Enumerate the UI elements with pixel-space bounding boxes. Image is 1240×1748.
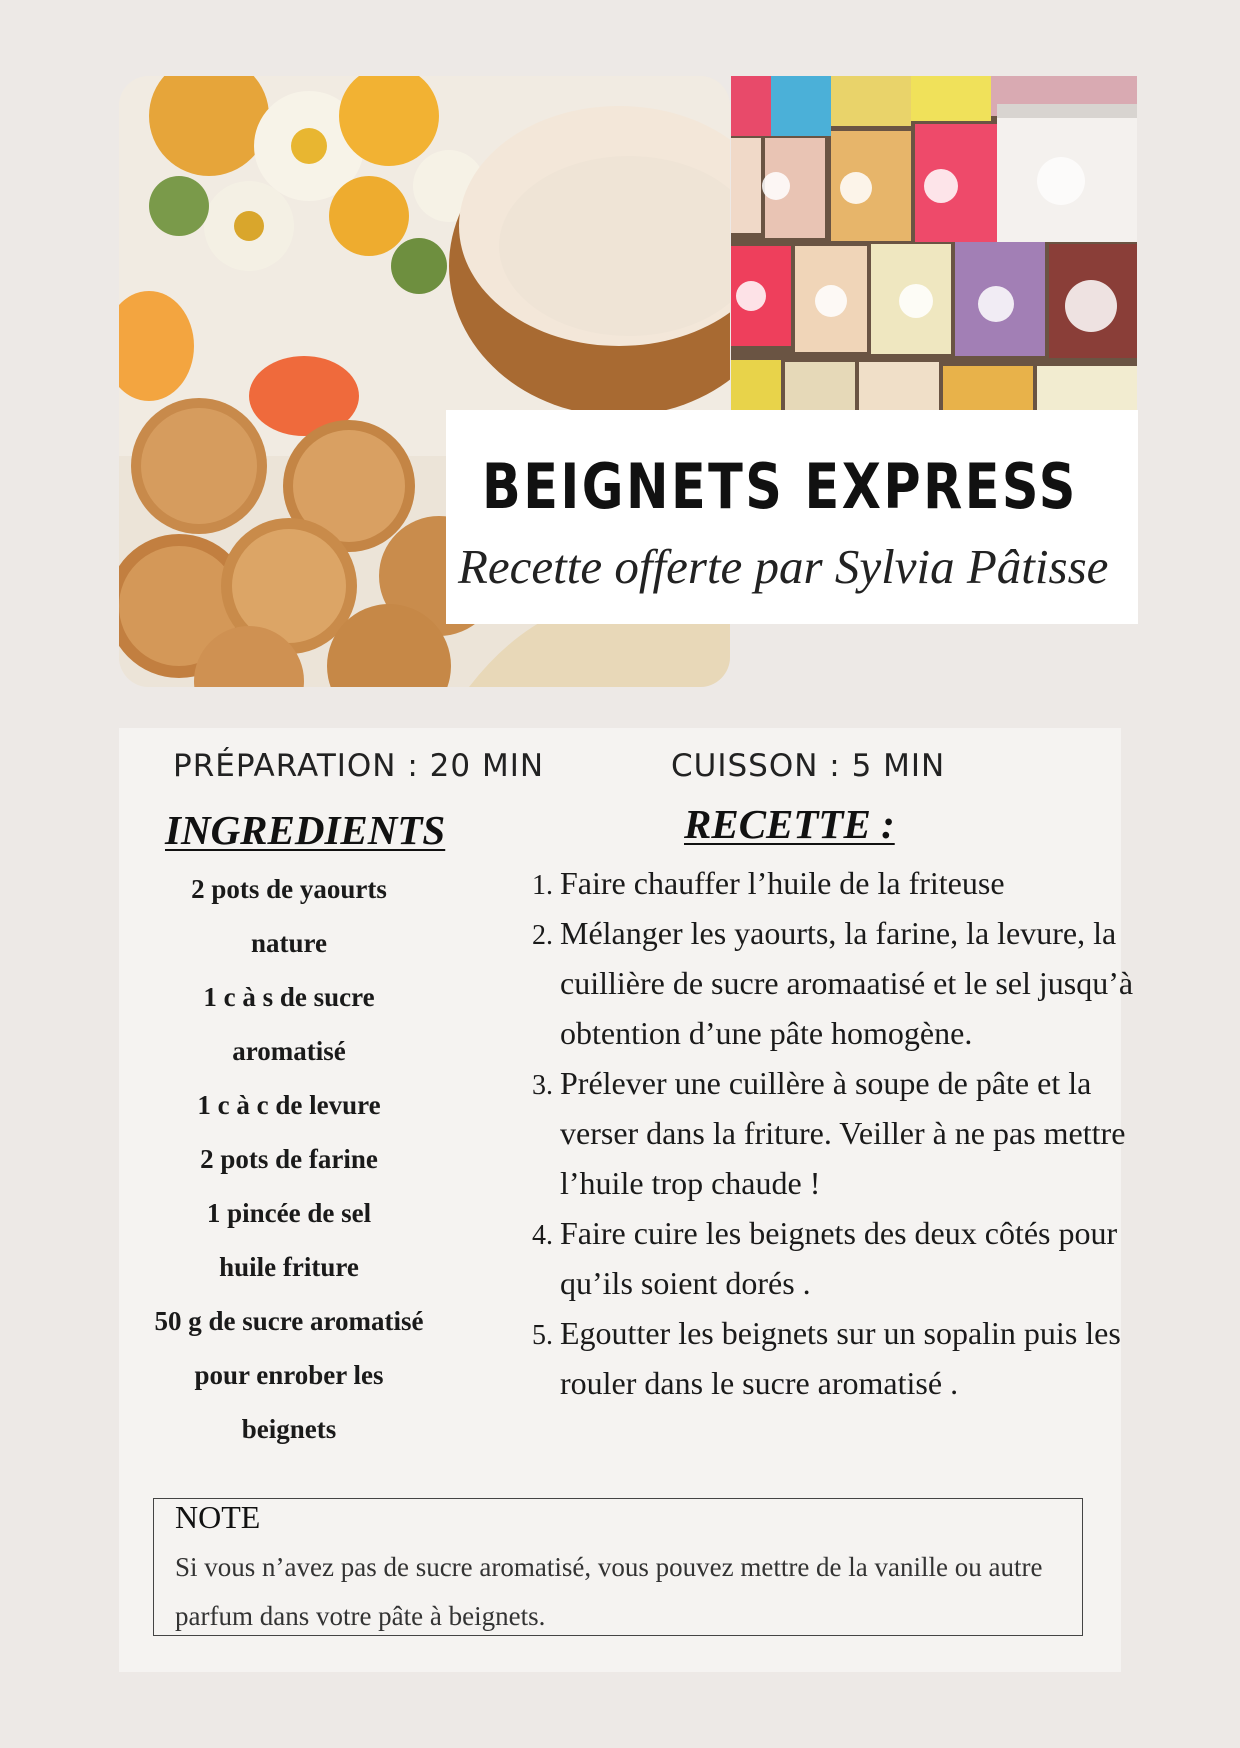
preparation-time: PRÉPARATION : 20 MIN bbox=[173, 748, 545, 784]
ingredient-line: huile friture bbox=[219, 1252, 359, 1282]
recipe-step: 2. Mélanger les yaourts, la farine, la levure, la cuillière de sucre aromaatisé et le sel jusqu’à obtention d’une pâte homogène. bbox=[560, 908, 1140, 1058]
recipe-title: BEIGNETS EXPRESS bbox=[482, 450, 1078, 523]
ingredient-line: 1 pincée de sel bbox=[206, 1198, 372, 1228]
sugar-jars-photo bbox=[731, 76, 1137, 410]
recipe-panel bbox=[119, 728, 1134, 1672]
recipe-heading: RECETTE : bbox=[684, 801, 895, 847]
recipe-steps bbox=[519, 858, 1140, 1408]
recipe-step: 5. Egoutter les beignets sur un sopalin puis les rouler dans le sucre aromatisé . bbox=[560, 1308, 1140, 1408]
ingredients-heading: INGREDIENTS bbox=[165, 807, 446, 853]
recipe-subtitle: Recette offerte par Sylvia Pâtisse bbox=[458, 539, 1109, 594]
ingredient-line: nature bbox=[250, 928, 327, 958]
note-box bbox=[153, 1498, 1083, 1636]
recipe-step: 3. Prélever une cuillère à soupe de pâte et la verser dans la friture. Veiller à ne pas mettre l’huile trop chaude ! bbox=[560, 1058, 1140, 1208]
ingredient-line: 1 c à s de sucre bbox=[203, 982, 375, 1012]
ingredient-line: pour enrober les bbox=[194, 1360, 384, 1390]
ingredient-line: 50 g de sucre aromatisé bbox=[154, 1306, 424, 1336]
note-title: NOTE bbox=[175, 1499, 261, 1535]
ingredients-list bbox=[139, 862, 439, 1456]
ingredient-line: beignets bbox=[241, 1414, 337, 1444]
recipe-step: 4. Faire cuire les beignets des deux côtés pour qu’ils soient dorés . bbox=[560, 1208, 1140, 1308]
cooking-time: CUISSON : 5 MIN bbox=[671, 748, 946, 784]
recipe-step: 1. Faire chauffer l’huile de la friteuse bbox=[560, 858, 1140, 908]
ingredient-line: 2 pots de yaourts bbox=[191, 874, 387, 904]
ingredient-line: 1 c à c de levure bbox=[197, 1090, 381, 1120]
ingredient-line: 2 pots de farine bbox=[200, 1144, 378, 1174]
title-card bbox=[446, 410, 1138, 624]
note-text: Si vous n’avez pas de sucre aromatisé, vous pouvez mettre de la vanille ou autre parfum dans votre pâte à beignets. bbox=[175, 1552, 1043, 1631]
ingredient-line: aromatisé bbox=[232, 1036, 346, 1066]
